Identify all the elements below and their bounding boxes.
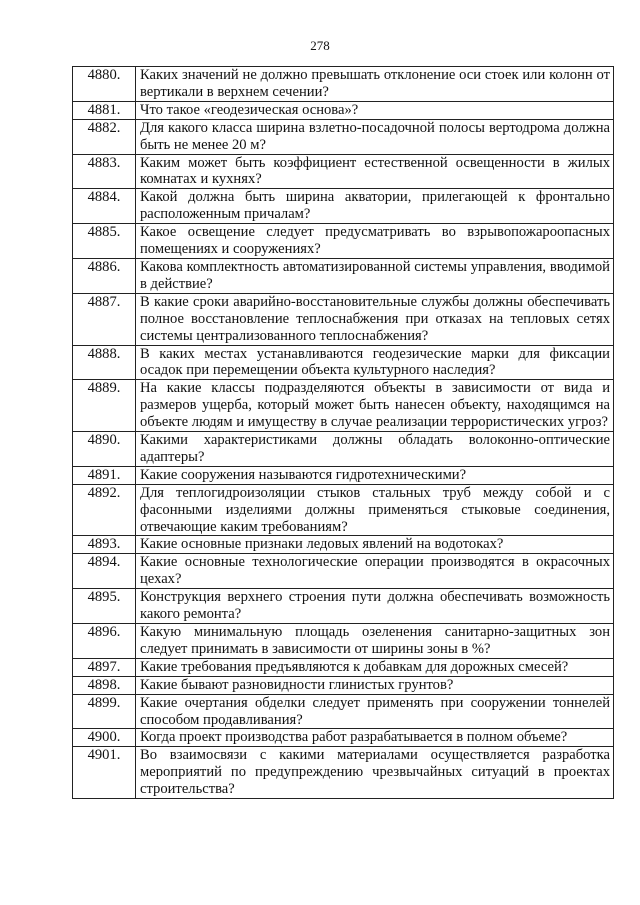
- question-number: 4882.: [73, 119, 136, 154]
- question-text: Какие очертания обделки следует применять при сооружении тоннелей способом продавливания?: [136, 694, 614, 729]
- table-row: [73, 484, 614, 536]
- question-number: 4883.: [73, 154, 136, 189]
- table-row: [73, 536, 614, 554]
- question-text: Когда проект производства работ разрабатывается в полном объеме?: [136, 729, 614, 747]
- question-text: Какие основные признаки ледовых явлений на водотоках?: [136, 536, 614, 554]
- question-number: 4886.: [73, 258, 136, 293]
- question-number: 4888.: [73, 345, 136, 380]
- table-row: [73, 658, 614, 676]
- question-text: Конструкция верхнего строения пути должна обеспечивать возможность какого ремонта?: [136, 589, 614, 624]
- table-row: [73, 380, 614, 432]
- question-number: 4885.: [73, 224, 136, 259]
- question-text: В каких местах устанавливаются геодезические марки для фиксации осадок при перемещении объекта культурного наследия?: [136, 345, 614, 380]
- table-row: [73, 747, 614, 799]
- question-number: 4894.: [73, 554, 136, 589]
- table-row: [73, 154, 614, 189]
- table-row: [73, 189, 614, 224]
- question-text: Какие сооружения называются гидротехническими?: [136, 466, 614, 484]
- table-row: [73, 67, 614, 102]
- question-number: 4901.: [73, 747, 136, 799]
- question-number: 4895.: [73, 589, 136, 624]
- question-text: Какова комплектность автоматизированной системы управления, вводимой в действие?: [136, 258, 614, 293]
- question-text: Для какого класса ширина взлетно-посадочной полосы вертодрома должна быть не менее 20 м?: [136, 119, 614, 154]
- table-row: [73, 101, 614, 119]
- question-text: Какое освещение следует предусматривать во взрывопожароопасных помещениях и сооружениях?: [136, 224, 614, 259]
- question-number: 4890.: [73, 432, 136, 467]
- table-row: [73, 345, 614, 380]
- question-number: 4881.: [73, 101, 136, 119]
- table-row: [73, 589, 614, 624]
- table-row: [73, 676, 614, 694]
- table-row: [73, 554, 614, 589]
- question-number: 4880.: [73, 67, 136, 102]
- table-row: [73, 466, 614, 484]
- question-number: 4884.: [73, 189, 136, 224]
- table-row: [73, 119, 614, 154]
- question-text: Каким может быть коэффициент естественной освещенности в жилых комнатах и кухнях?: [136, 154, 614, 189]
- question-text: Каких значений не должно превышать отклонение оси стоек или колонн от вертикали в верхнем сечении?: [136, 67, 614, 102]
- table-row: [73, 258, 614, 293]
- question-text: Какими характеристиками должны обладать волоконно-оптические адаптеры?: [136, 432, 614, 467]
- question-text: Во взаимосвязи с какими материалами осуществляется разработка мероприятий по предупреждению чрезвычайных ситуаций в проектах строительства?: [136, 747, 614, 799]
- question-text: Какие основные технологические операции производятся в окрасочных цехах?: [136, 554, 614, 589]
- page-number: 278: [310, 38, 330, 53]
- question-text: Для теплогидроизоляции стыков стальных труб между собой и с фасонными изделиями должны применяться стыковые соединения, отвечающие каким требованиям?: [136, 484, 614, 536]
- question-text: Какие бывают разновидности глинистых грунтов?: [136, 676, 614, 694]
- table-row: [73, 729, 614, 747]
- question-text: Какие требования предъявляются к добавкам для дорожных смесей?: [136, 658, 614, 676]
- table-row: [73, 624, 614, 659]
- questions-table: [72, 66, 614, 799]
- question-number: 4900.: [73, 729, 136, 747]
- table-row: [73, 694, 614, 729]
- question-number: 4899.: [73, 694, 136, 729]
- table-row: [73, 293, 614, 345]
- question-text: Что такое «геодезическая основа»?: [136, 101, 614, 119]
- question-number: 4892.: [73, 484, 136, 536]
- question-number: 4898.: [73, 676, 136, 694]
- question-number: 4889.: [73, 380, 136, 432]
- question-text: Какую минимальную площадь озеленения санитарно-защитных зон следует принимать в зависимости от ширины зоны в %?: [136, 624, 614, 659]
- question-number: 4897.: [73, 658, 136, 676]
- table-row: [73, 432, 614, 467]
- table-row: [73, 224, 614, 259]
- question-text: На какие классы подразделяются объекты в зависимости от вида и размеров ущерба, который может быть нанесен объекту, находящимся на объекте людям и имуществу в случае реализации террористических угроз?: [136, 380, 614, 432]
- question-number: 4893.: [73, 536, 136, 554]
- question-number: 4896.: [73, 624, 136, 659]
- question-number: 4887.: [73, 293, 136, 345]
- question-number: 4891.: [73, 466, 136, 484]
- question-text: Какой должна быть ширина акватории, прилегающей к фронтально расположенным причалам?: [136, 189, 614, 224]
- question-text: В какие сроки аварийно-восстановительные службы должны обеспечивать полное восстановление теплоснабжения при отказах на тепловых сетях системы централизованного теплоснабжения?: [136, 293, 614, 345]
